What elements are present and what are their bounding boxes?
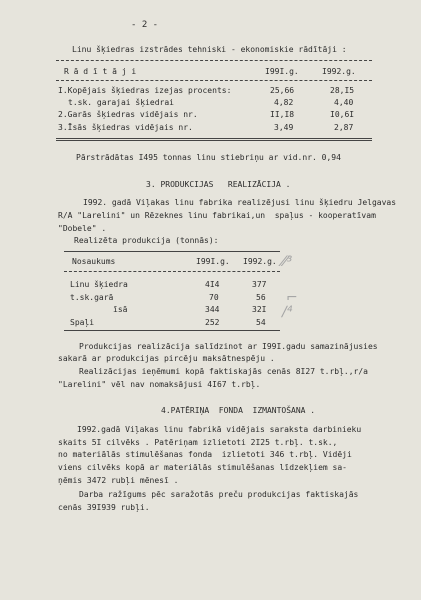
- row-value-1991: II,I8: [270, 110, 295, 119]
- page-number: - 2 -: [131, 20, 159, 30]
- section-title-technical-indicators: Linu šķiedras izstrādes tehniski - ekonomiskie rādītāji :: [72, 45, 347, 54]
- paragraph-line: Produkcijas realizācija salīdzinot ar I99I.gadu samazinājusies: [79, 342, 378, 351]
- handwritten-mark: ⌐: [286, 290, 298, 306]
- row-value-1992: 2,87: [334, 123, 354, 132]
- paragraph-line: "Dobele" .: [58, 224, 107, 233]
- row-value-1992: 56: [256, 293, 266, 302]
- table-header-rule: [56, 80, 372, 81]
- sales-table-bottom-rule: [64, 330, 280, 331]
- sales-table-top-rule: [64, 251, 280, 252]
- row-value-1991: 70: [209, 293, 219, 302]
- row-label: t.sk. garajai šķiedrai: [68, 98, 174, 107]
- row-label: īsā: [113, 305, 128, 314]
- paragraph-line: "Larelini" vēl nav nomaksājusi 4I67 t.rbļ.: [58, 380, 261, 389]
- row-value-1992: 28,I5: [330, 86, 355, 95]
- table-header-1992: I992.g.: [322, 67, 356, 76]
- row-label: 3.Īsās šķiedras vidējais nr.: [58, 123, 193, 132]
- paragraph-line: I992. gadā Viļakas linu fabrika realizējusi linu šķiedru Jelgavas: [83, 198, 397, 207]
- paragraph-line: ņēmis 3472 rubļi mēnesī .: [58, 476, 179, 485]
- sales-header-rule: [64, 271, 280, 272]
- table-header-indicators: R ā d ī t ā j i: [64, 67, 137, 76]
- sales-header-1992: I992.g.: [243, 257, 277, 266]
- row-label: t.sk.garā: [70, 293, 114, 302]
- paragraph-line: skaits 5I cilvēks . Patēriņam izlietoti 2I25 t.rbļ. t.sk.,: [58, 438, 338, 447]
- row-value-1992: 54: [256, 318, 266, 327]
- paragraph-line: I992.gadā Viļakas linu fabrikā vidējais saraksta darbinieku: [77, 425, 362, 434]
- paragraph-line: Darba ražīgums pēc saražotās preču produkcijas faktiskajās: [79, 490, 359, 499]
- paragraph-line: Realizācijas ieņēmumi kopā faktiskajās cenās 8I27 t.rbļ.,r/a: [79, 367, 368, 376]
- table-header-1991: I99I.g.: [265, 67, 299, 76]
- handwritten-mark: ∕⁴: [282, 304, 293, 320]
- row-label: Linu šķiedra: [70, 280, 128, 289]
- row-value-1991: 4,82: [274, 98, 294, 107]
- sales-header-name: Nosaukums: [72, 257, 116, 266]
- row-value-1992: 32I: [252, 305, 267, 314]
- table-bottom-rule: [56, 138, 372, 141]
- processing-note: Pārstrādātas I495 tonnas linu stiebriņu ar vid.nr. 0,94: [76, 153, 341, 162]
- row-value-1991: 3,49: [274, 123, 294, 132]
- paragraph-line: no materiālās stimulēšanas fonda izlietoti 346 t.rbļ. Vidēji: [58, 450, 352, 459]
- table-top-rule: [56, 60, 372, 61]
- handwritten-mark: ⁄⁄³: [282, 254, 293, 270]
- sales-header-1991: I99I.g.: [196, 257, 230, 266]
- row-value-1992: 377: [252, 280, 267, 289]
- row-value-1991: 25,66: [270, 86, 295, 95]
- row-label: I.Kopējais šķiedras izejas procents:: [58, 86, 232, 95]
- paragraph-line: R/A "Larelini" un Rēzeknes linu fabrikai,un spaļus - kooperatīvam: [58, 211, 376, 220]
- paragraph-line: cenās 39I939 rubļi.: [58, 503, 150, 512]
- row-label: 2.Garās šķiedras vidējais nr.: [58, 110, 198, 119]
- sales-table-caption: Realizēta produkcija (tonnās):: [74, 236, 219, 245]
- section-title-product-sales: 3. PRODUKCIJAS REALIZĀCIJA .: [146, 180, 291, 189]
- paragraph-line: sakarā ar produkcijas pircēju maksātnespēju .: [58, 354, 275, 363]
- row-value-1991: 252: [205, 318, 220, 327]
- row-value-1991: 4I4: [205, 280, 220, 289]
- section-title-consumption-fund: 4.PATĒRIŅA FONDA IZMANTOŠANA .: [161, 406, 316, 415]
- paragraph-line: viens cilvēks kopā ar materiālās stimulēšanas līdzekļiem sa-: [58, 463, 347, 472]
- row-value-1992: I0,6I: [330, 110, 355, 119]
- row-value-1991: 344: [205, 305, 220, 314]
- row-value-1992: 4,40: [334, 98, 354, 107]
- row-label: Spaļi: [70, 318, 95, 327]
